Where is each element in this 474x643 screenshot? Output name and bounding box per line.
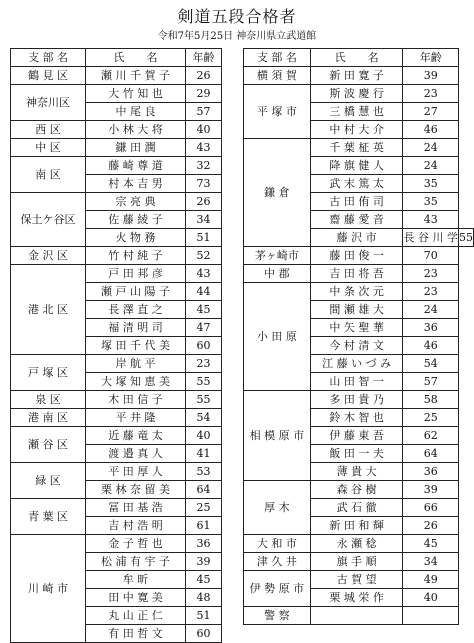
age-cell: 23 [403, 265, 459, 283]
name-cell: 有 田 哲 文 [86, 625, 186, 643]
age-header: 年齢 [403, 49, 459, 67]
table-row [11, 247, 222, 265]
name-cell: 今 村 清 文 [310, 337, 403, 355]
age-cell: 73 [186, 175, 222, 193]
age-cell: 26 [186, 67, 222, 85]
name-cell: 中 矢 聖 華 [310, 319, 403, 337]
name-cell: 伊 藤 東 吾 [310, 427, 403, 445]
district-cell: 鶴 見 区 [11, 67, 86, 85]
table-row [244, 391, 474, 409]
name-cell: 長 澤 直 之 [86, 301, 186, 319]
age-cell: 54 [186, 409, 222, 427]
age-cell: 55 [186, 391, 222, 409]
age-cell: 49 [403, 571, 459, 589]
name-header: 氏 名 [310, 49, 403, 67]
roster-table-left [10, 48, 222, 643]
table-row [11, 139, 222, 157]
age-cell: 40 [186, 427, 222, 445]
name-cell: 牟 昕 [86, 571, 186, 589]
name-cell: 村 本 吉 男 [86, 175, 186, 193]
name-cell: 佐 藤 綾 子 [86, 211, 186, 229]
table-row [11, 157, 222, 175]
age-cell: 43 [186, 265, 222, 283]
name-cell: 平 田 厚 人 [86, 463, 186, 481]
age-cell: 26 [186, 193, 222, 211]
district-cell: 藤 沢 市 [310, 229, 403, 247]
age-cell: 45 [186, 301, 222, 319]
age-cell: 40 [186, 121, 222, 139]
age-cell: 24 [403, 157, 459, 175]
district-cell: 港 北 区 [11, 265, 86, 355]
age-cell: 70 [403, 247, 459, 265]
name-cell: 藤 崎 尊 道 [86, 157, 186, 175]
name-cell: 降 旗 健 人 [310, 157, 403, 175]
age-cell: 64 [186, 481, 222, 499]
age-cell: 41 [186, 445, 222, 463]
table-row [244, 481, 474, 499]
name-cell: 大 塚 知 恵 美 [86, 373, 186, 391]
name-cell: 三 橋 慧 也 [310, 103, 403, 121]
age-cell: 51 [186, 229, 222, 247]
age-cell: 35 [403, 193, 459, 211]
name-cell: 千 葉 柾 英 [310, 139, 403, 157]
name-cell: 古 田 侑 司 [310, 193, 403, 211]
name-cell: 大 竹 知 也 [86, 85, 186, 103]
name-cell: 武 石 徹 [310, 499, 403, 517]
district-cell: 青 葉 区 [11, 499, 86, 535]
age-cell: 39 [403, 481, 459, 499]
age-cell: 24 [403, 139, 459, 157]
name-cell: 栗 城 栄 作 [310, 589, 403, 607]
table-row [11, 193, 222, 211]
table-row [244, 535, 474, 553]
name-cell: 山 田 智 一 [310, 373, 403, 391]
district-cell: 平 塚 市 [244, 85, 311, 139]
table-row [11, 67, 222, 85]
age-cell: 25 [403, 409, 459, 427]
name-header: 氏 名 [86, 49, 186, 67]
age-cell: 52 [186, 247, 222, 265]
table-row [244, 265, 474, 283]
age-cell: 55 [186, 373, 222, 391]
district-cell: 相 模 原 市 [244, 391, 311, 481]
age-cell: 26 [403, 517, 459, 535]
name-cell: 飯 田 一 夫 [310, 445, 403, 463]
name-cell: 新 田 寛 子 [310, 67, 403, 85]
table-row [244, 571, 474, 589]
name-cell: 新 田 和 輝 [310, 517, 403, 535]
table-row [11, 535, 222, 553]
district-cell: 中 区 [11, 139, 86, 157]
name-cell: 中 村 大 介 [310, 121, 403, 139]
name-cell: 田 中 寛 美 [86, 589, 186, 607]
age-cell: 48 [186, 589, 222, 607]
name-cell: 塚 田 千 代 美 [86, 337, 186, 355]
name-cell: 森 谷 樹 [310, 481, 403, 499]
name-cell: 瀬 川 千 賀 子 [86, 67, 186, 85]
district-cell: 茅ヶ崎市 [244, 247, 311, 265]
age-cell: 43 [186, 139, 222, 157]
name-cell: 薄 貴 大 [310, 463, 403, 481]
age-cell: 39 [186, 553, 222, 571]
name-cell: 岸 航 平 [86, 355, 186, 373]
district-cell: 南 区 [11, 157, 86, 193]
age-cell [403, 607, 459, 625]
name-cell: 竹 村 純 子 [86, 247, 186, 265]
name-cell: 吉 田 将 吾 [310, 265, 403, 283]
name-cell: 渡 邉 真 人 [86, 445, 186, 463]
name-cell: 吉 村 浩 明 [86, 517, 186, 535]
name-cell: 武 末 篤 太 [310, 175, 403, 193]
name-cell: 江 藤 い づ み [310, 355, 403, 373]
name-cell: 松 浦 有 宇 子 [86, 553, 186, 571]
header-row [11, 49, 222, 67]
age-cell: 34 [403, 553, 459, 571]
table-row [11, 427, 222, 445]
age-cell: 39 [403, 67, 459, 85]
age-cell: 46 [403, 121, 459, 139]
age-cell: 23 [186, 355, 222, 373]
age-cell: 62 [403, 427, 459, 445]
age-cell: 36 [186, 535, 222, 553]
table-row [244, 67, 474, 85]
age-cell: 40 [403, 589, 459, 607]
name-cell: 宗 亮 典 [86, 193, 186, 211]
district-cell: 横 須 賀 [244, 67, 311, 85]
name-cell: 木 田 信 子 [86, 391, 186, 409]
age-cell: 61 [186, 517, 222, 535]
name-cell: 福 清 明 司 [86, 319, 186, 337]
name-cell: 古 賀 望 [310, 571, 403, 589]
age-cell: 35 [403, 175, 459, 193]
age-cell: 55 [459, 229, 474, 247]
table-row [11, 409, 222, 427]
age-cell: 64 [403, 445, 459, 463]
age-cell: 27 [403, 103, 459, 121]
name-cell: 旗 手 順 [310, 553, 403, 571]
name-cell: 多 田 貴 乃 [310, 391, 403, 409]
page-title: 剣道五段合格者 [177, 7, 297, 26]
table-row [11, 85, 222, 103]
age-cell: 23 [403, 283, 459, 301]
age-cell: 25 [186, 499, 222, 517]
age-cell: 47 [186, 319, 222, 337]
name-cell: 瀬 戸 山 陽 子 [86, 283, 186, 301]
name-cell: 鈴 木 智 也 [310, 409, 403, 427]
roster-table-right [243, 48, 474, 625]
name-cell: 火 物 務 [86, 229, 186, 247]
name-cell: 近 藤 竜 太 [86, 427, 186, 445]
age-cell: 60 [186, 625, 222, 643]
table-row [11, 499, 222, 517]
district-cell: 厚 木 [244, 481, 311, 535]
name-cell: 戸 田 邦 彦 [86, 265, 186, 283]
name-cell [310, 607, 403, 625]
age-cell: 23 [403, 85, 459, 103]
district-cell: 港 南 区 [11, 409, 86, 427]
district-cell: 川 崎 市 [11, 535, 86, 643]
name-cell: 間 瀬 雄 大 [310, 301, 403, 319]
district-cell: 小 田 原 [244, 283, 311, 391]
age-cell: 44 [186, 283, 222, 301]
district-cell: 神奈川区 [11, 85, 86, 121]
district-cell: 津 久 井 [244, 553, 311, 571]
age-cell: 32 [186, 157, 222, 175]
age-cell: 54 [403, 355, 459, 373]
district-cell: 鎌 倉 [244, 139, 311, 247]
name-cell: 栗 林 奈 留 美 [86, 481, 186, 499]
age-cell: 36 [403, 319, 459, 337]
name-cell: 中 条 次 元 [310, 283, 403, 301]
age-cell: 57 [403, 373, 459, 391]
district-cell: 戸 塚 区 [11, 355, 86, 391]
table-row [244, 247, 474, 265]
name-cell: 齋 藤 愛 音 [310, 211, 403, 229]
age-header: 年齢 [186, 49, 222, 67]
name-cell: 小 林 大 将 [86, 121, 186, 139]
name-cell: 丸 山 正 仁 [86, 607, 186, 625]
district-cell: 大 和 市 [244, 535, 311, 553]
name-cell: 冨 田 基 浩 [86, 499, 186, 517]
district-cell: 中 郡 [244, 265, 311, 283]
name-cell: 藤 田 俊 一 [310, 247, 403, 265]
district-cell: 瀬 谷 区 [11, 427, 86, 463]
table-row [244, 85, 474, 103]
name-cell: 鎌 田 潤 [86, 139, 186, 157]
table-row [11, 265, 222, 283]
district-cell: 金 沢 区 [11, 247, 86, 265]
district-cell: 泉 区 [11, 391, 86, 409]
table-row [244, 553, 474, 571]
district-header: 支 部 名 [244, 49, 311, 67]
name-cell: 平 井 隆 [86, 409, 186, 427]
district-cell: 緑 区 [11, 463, 86, 499]
district-cell: 保土ケ谷区 [11, 193, 86, 247]
age-cell: 29 [186, 85, 222, 103]
age-cell: 66 [403, 499, 459, 517]
table-row [244, 283, 474, 301]
name-cell: 中 尾 良 [86, 103, 186, 121]
age-cell: 34 [186, 211, 222, 229]
name-cell: 永 瀬 稔 [310, 535, 403, 553]
name-cell: 斯 波 慶 行 [310, 85, 403, 103]
age-cell: 24 [403, 301, 459, 319]
table-row [244, 607, 474, 625]
age-cell: 46 [403, 337, 459, 355]
name-cell: 長 谷 川 学 [403, 229, 459, 247]
name-cell: 金 子 哲 也 [86, 535, 186, 553]
age-cell: 51 [186, 607, 222, 625]
district-cell: 警 察 [244, 607, 311, 625]
table-row [11, 391, 222, 409]
age-cell: 43 [403, 211, 459, 229]
page-subtitle: 令和7年5月25日 神奈川県立武道館 [157, 31, 317, 42]
age-cell: 45 [403, 535, 459, 553]
district-cell: 伊 勢 原 市 [244, 571, 311, 607]
age-cell: 57 [186, 103, 222, 121]
district-header: 支 部 名 [11, 49, 86, 67]
table-row [11, 121, 222, 139]
age-cell: 36 [403, 463, 459, 481]
age-cell: 60 [186, 337, 222, 355]
age-cell: 45 [186, 571, 222, 589]
age-cell: 53 [186, 463, 222, 481]
table-row [244, 139, 474, 157]
table-row [11, 463, 222, 481]
header-row [244, 49, 474, 67]
table-row [11, 355, 222, 373]
age-cell: 58 [403, 391, 459, 409]
district-cell: 西 区 [11, 121, 86, 139]
